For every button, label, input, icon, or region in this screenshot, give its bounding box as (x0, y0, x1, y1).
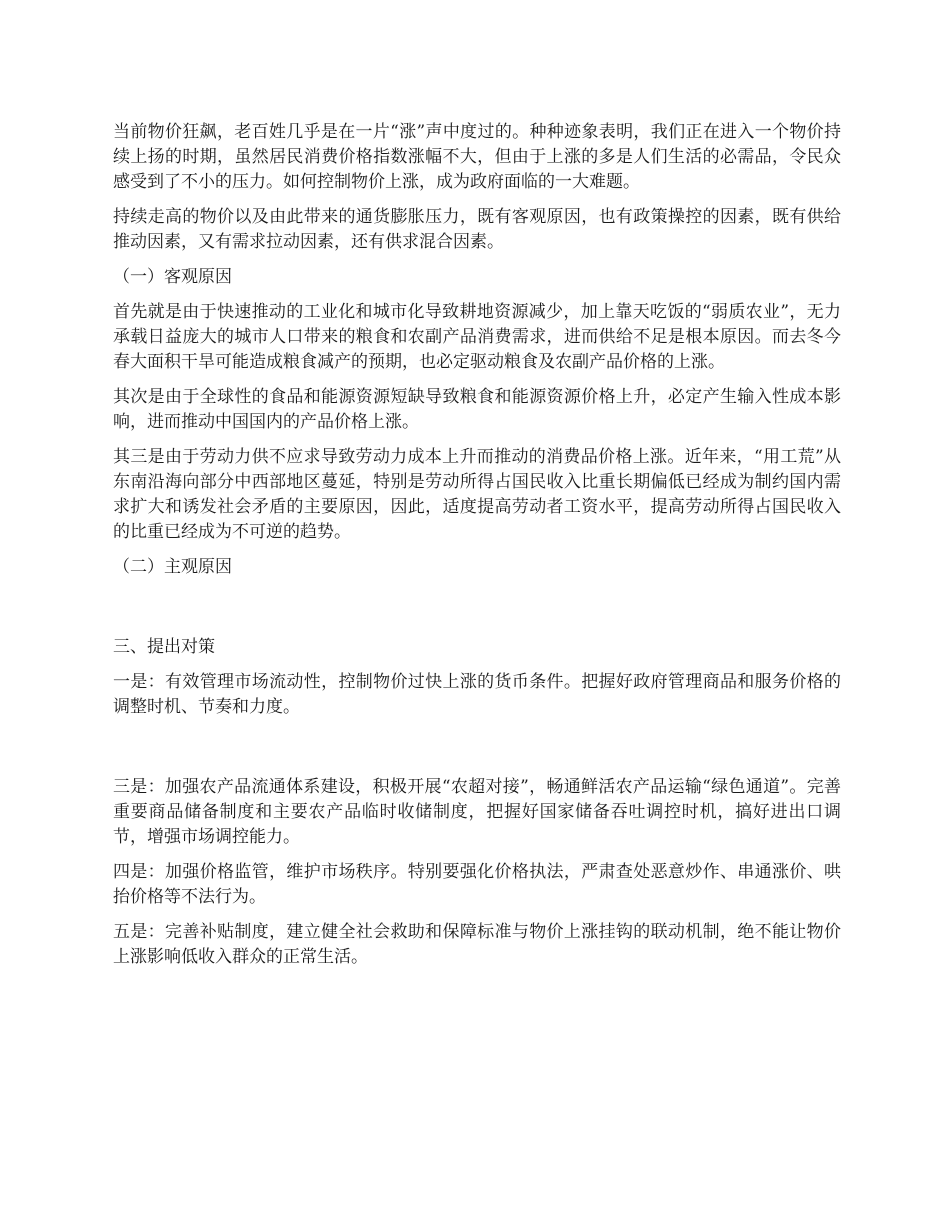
empty-line (113, 730, 841, 765)
paragraph-measure-four: 四是：加强价格监管，维护市场秩序。特别要强化价格执法，严肃查处恶意炒作、串通涨价、哄抬价格等不法行为。 (113, 862, 841, 907)
section-heading-objective-causes: （一）客观原因 (113, 267, 232, 287)
section-heading-subjective-causes: （二）主观原因 (113, 557, 232, 577)
paragraph-inflation-pressure: 持续走高的物价以及由此带来的通货膨胀压力，既有客观原因，也有政策操控的因素，既有供给推动因素，又有需求拉动因素，还有供求混合因素。 (113, 207, 841, 252)
section-heading-countermeasures: 三、提出对策 (113, 637, 215, 657)
paragraph-second-cause: 其次是由于全球性的食品和能源资源短缺导致粮食和能源资源价格上升，必定产生输入性成本影响，进而推动中国国内的产品价格上涨。 (113, 387, 841, 432)
paragraph-measure-five: 五是：完善补贴制度，建立健全社会救助和保障标准与物价上涨挂钩的联动机制，绝不能让物价上涨影响低收入群众的正常生活。 (113, 922, 841, 967)
paragraph-third-cause: 其三是由于劳动力供不应求导致劳动力成本上升而推动的消费品价格上涨。近年来，“用工荒”从东南沿海向部分中西部地区蔓延，特别是劳动所得占国民收入比重长期偏低已经成为制约国内需求扩大和诱发社会矛盾的主要原因，因此，适度提高劳动者工资水平，提高劳动所得占国民收入的比重已经成为不可逆的趋势。 (113, 447, 841, 542)
document-page (113, 120, 841, 980)
paragraph-intro: 当前物价狂飙，老百姓几乎是在一片“涨”声中度过的。种种迹象表明，我们正在进入一个物价持续上扬的时期，虽然居民消费价格指数涨幅不大，但由于上涨的多是人们生活的必需品，令民众感受到了不小的压力。如何控制物价上涨，成为政府面临的一大难题。 (113, 122, 841, 192)
paragraph-measure-three: 三是：加强农产品流通体系建设，积极开展“农超对接”，畅通鲜活农产品运输“绿色通道”。完善重要商品储备制度和主要农产品临时收储制度，把握好国家储备吞吐调控时机，搞好进出口调节，增强市场调控能力。 (113, 777, 841, 847)
paragraph-first-cause: 首先就是由于快速推动的工业化和城市化导致耕地资源减少，加上靠天吃饭的“弱质农业”，无力承载日益庞大的城市人口带来的粮食和农副产品消费需求，进而供给不足是根本原因。而去冬今春大面积干旱可能造成粮食减产的预期，也必定驱动粮食及农副产品价格的上涨。 (113, 302, 841, 372)
empty-line (113, 590, 841, 625)
paragraph-measure-one: 一是：有效管理市场流动性，控制物价过快上涨的货币条件。把握好政府管理商品和服务价格的调整时机、节奏和力度。 (113, 672, 841, 717)
